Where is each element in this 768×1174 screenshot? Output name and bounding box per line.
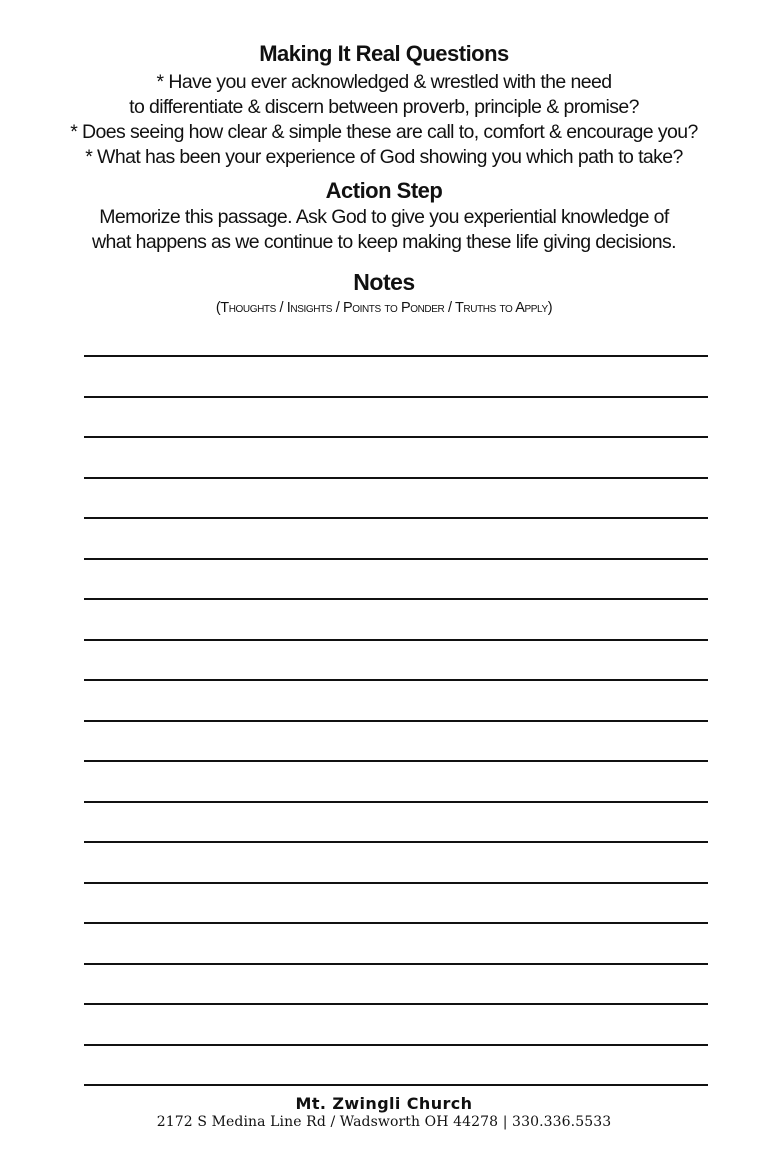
action-step-heading: Action Step	[325, 178, 443, 203]
note-line	[84, 922, 708, 924]
note-line	[84, 760, 708, 762]
note-line	[84, 841, 708, 843]
question-line-2: to differentiate & discern between proverb, principle & promise?	[129, 96, 639, 118]
questions-heading: Making It Real Questions	[259, 41, 509, 66]
question-line-3: * Does seeing how clear & simple these are call to, comfort & encourage you?	[70, 121, 698, 143]
question-line-4: * What has been your experience of God showing you which path to take?	[85, 146, 683, 168]
note-line	[84, 558, 708, 560]
note-line	[84, 1003, 708, 1005]
note-line	[84, 396, 708, 398]
note-line	[84, 517, 708, 519]
note-line	[84, 1084, 708, 1086]
action-step-line-2: what happens as we continue to keep making these life giving decisions.	[92, 231, 676, 253]
action-step-line-1: Memorize this passage. Ask God to give you experiential knowledge of	[99, 206, 669, 228]
note-line	[84, 801, 708, 803]
note-line	[84, 355, 708, 357]
notes-subheading: (Thoughts / Insights / Points to Ponder / Truths to Apply)	[215, 300, 553, 316]
note-line	[84, 598, 708, 600]
footer-church-name: Mt. Zwingli Church	[295, 1094, 473, 1113]
note-line	[84, 477, 708, 479]
note-line	[84, 1044, 708, 1046]
note-line	[84, 963, 708, 965]
question-line-1: * Have you ever acknowledged & wrestled with the need	[156, 71, 612, 93]
footer-address: 2172 S Medina Line Rd / Wadsworth OH 44278 | 330.336.5533	[156, 1114, 612, 1130]
note-line	[84, 639, 708, 641]
note-line	[84, 882, 708, 884]
note-line	[84, 436, 708, 438]
note-line	[84, 679, 708, 681]
note-line	[84, 720, 708, 722]
notes-heading: Notes	[353, 269, 415, 295]
